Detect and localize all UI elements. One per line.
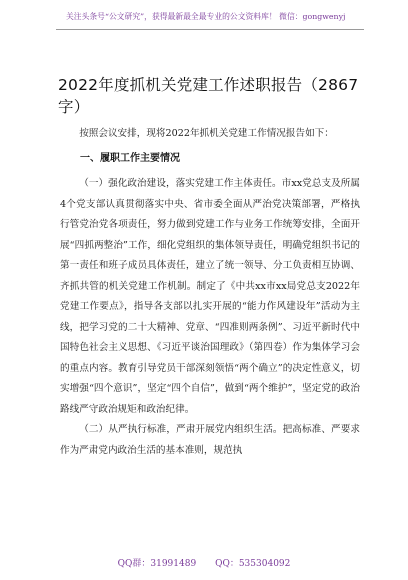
body-paragraph-1: （一）强化政治建设，落实党建工作主体责任。市xx党总支及所属4个党支部认真贯彻落实中央、省市委全面从严治党决策部署，严格执行管党治党各项责任，努力做到党建工作与业务工作统筹安排，全面开展“四抓两整治”工作，细化党组织的集体领导责任，明确党组织书记的第一责任和班子成员具体责任，建立了统一领导、分工负责相互协调、齐抓共管的机关党建工作机制。制定了《中共xx市xx局党总支2022年党建工作要点》，指导各支部以扎实开展的“能力作风建设年”活动为主线，把学习党的二十大精神、党章、“四准则两条例”、习近平新时代中国特色社会主义思想、《习近平谈治国理政》（第四卷）作为集体学习会的重点内容。教育引导党员干部深刻领悟“两个确立”的决定性意义，切实增强“四个意识”，坚定“四个自信”，做到“两个维护”，坚定党的政治路线严守政治规矩和政治纪律。	[60, 178, 360, 415]
watermark-header	[0, 0, 408, 42]
footer-qq: QQ：535304092	[215, 559, 291, 569]
intro-paragraph: 按照会议安排，现将2022年抓机关党建工作情况报告如下：	[79, 128, 334, 139]
footer-qq-group: QQ群：31991489	[117, 559, 197, 569]
document-body	[60, 124, 360, 461]
body-paragraph-2: （二）从严执行标准，严肃开展党内组织生活。把高标准、严要求作为严肃党内政治生活的基本准则，规范执	[60, 424, 360, 456]
header-notice: 关注头条号“公文研究”，获得最新最全最专业的公文资料库！ 微信：gongwenyj	[66, 12, 346, 21]
header-divider	[56, 29, 364, 30]
footer-contact	[0, 556, 408, 569]
document-title: 2022年度抓机关党建工作述职报告（2867字）	[58, 76, 359, 116]
section-heading: 一、履职工作主要情况	[80, 152, 180, 164]
